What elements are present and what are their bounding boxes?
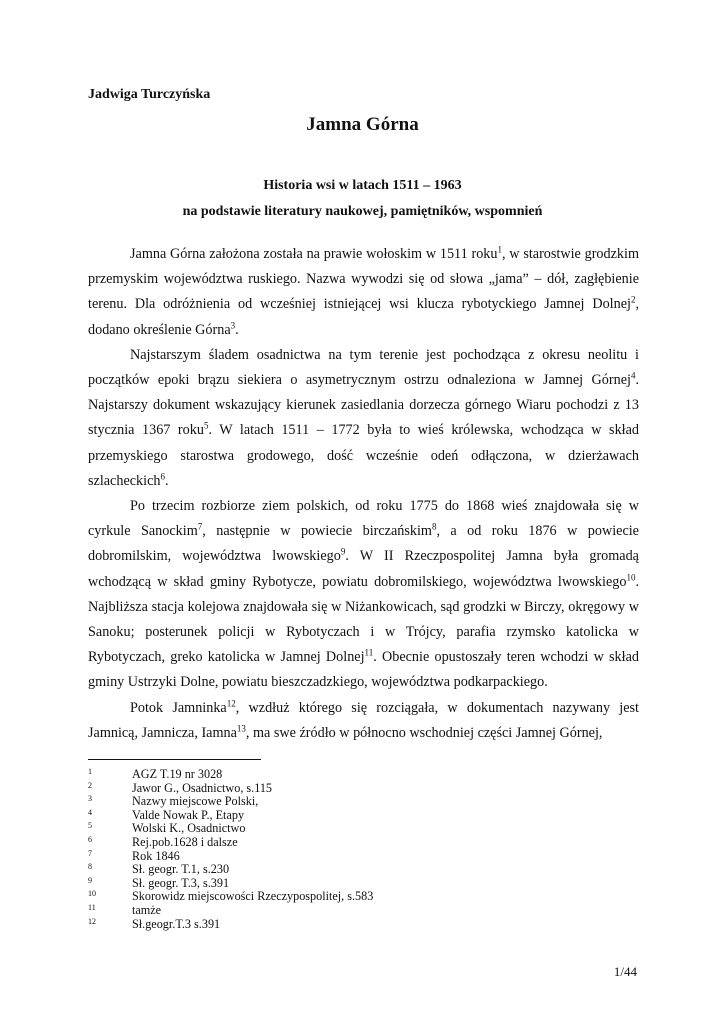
footnote-text: Rok 1846 bbox=[132, 848, 180, 863]
footnote-text: Skorowidz miejscowości Rzeczypospolitej, s.583 bbox=[132, 889, 374, 904]
footnote-number: 9 bbox=[88, 875, 92, 885]
footnote-number: 8 bbox=[88, 862, 92, 872]
footnote-ref-3[interactable]: 3 bbox=[230, 319, 236, 330]
subtitle-line-1: Historia wsi w latach 1511 – 1963 bbox=[263, 178, 462, 193]
footnote-text: Sł. geogr. T.1, s.230 bbox=[132, 862, 230, 877]
document-title: Jamna Górna bbox=[306, 114, 419, 135]
footnote-number: 1 bbox=[88, 767, 92, 776]
page-number: 1/44 bbox=[613, 964, 637, 979]
paragraph-3 bbox=[88, 494, 639, 696]
footnote-9 bbox=[88, 877, 373, 891]
author-name: Jadwiga Turczyńska bbox=[88, 87, 211, 102]
body-text bbox=[88, 242, 639, 746]
footnote-number: 12 bbox=[88, 916, 96, 926]
footnote-4 bbox=[88, 809, 373, 823]
footnote-text: Nazwy miejscowe Polski, bbox=[132, 794, 259, 809]
footnote-ref-1[interactable]: 1 bbox=[497, 244, 502, 255]
footnote-ref-10[interactable]: 10 bbox=[626, 571, 636, 582]
footnote-number: 6 bbox=[88, 834, 92, 844]
footnote-ref-11[interactable]: 11 bbox=[364, 647, 374, 658]
footnote-ref-8[interactable]: 8 bbox=[431, 521, 437, 532]
footnote-text: Sł. geogr. T.3, s.391 bbox=[132, 875, 230, 890]
footnote-text: Valde Nowak P., Etapy bbox=[132, 807, 245, 822]
footnote-separator bbox=[88, 759, 261, 760]
footnote-ref-4[interactable]: 4 bbox=[630, 370, 636, 381]
text-run: Jamna Górna założona została na prawie wołoskim w 1511 roku bbox=[130, 246, 498, 262]
footnote-number: 3 bbox=[88, 794, 92, 804]
footnote-ref-2[interactable]: 2 bbox=[630, 294, 636, 305]
subtitle-line-2: na podstawie literatury naukowej, pamiętników, wspomnień bbox=[182, 204, 543, 219]
footnote-text: Wolski K., Osadnictwo bbox=[132, 821, 246, 836]
paragraph-2 bbox=[88, 343, 639, 494]
footnote-number: 10 bbox=[88, 889, 96, 899]
footnote-11 bbox=[88, 904, 373, 918]
text-run: . W latach 1511 – 1772 była to wieś królewska, wchodząca w skład przemyskiego starostwa grodowego, dość wcześnie odeń odłączona, w dzierżawach szlacheckich bbox=[88, 422, 639, 489]
text-run: . bbox=[235, 321, 239, 338]
text-run: Po trzecim rozbiorze ziem polskich, od roku 1775 do 1868 wieś znajdowała się w cyrkule Sanockim bbox=[88, 498, 639, 540]
text-run: . W II Rzeczpospolitej Jamna była gromadą wchodzącą w skład gminy Rybotycze, powiatu dobromilskiego, województwa lwowskiego bbox=[88, 548, 639, 590]
paragraph-1 bbox=[88, 242, 639, 343]
text-run: , a od roku 1876 w powiecie dobromilskim, województwa lwowskiego bbox=[88, 523, 639, 565]
footnote-ref-12[interactable]: 12 bbox=[226, 697, 236, 708]
footnote-number: 11 bbox=[88, 902, 96, 912]
footnote-text: Jawor G., Osadnictwo, s.115 bbox=[132, 780, 273, 795]
text-run: , dodano określenie Górna bbox=[88, 296, 639, 338]
footnote-2 bbox=[88, 782, 373, 796]
text-run: , ma swe źródło w północno wschodniej części Jamnej Górnej, bbox=[245, 724, 603, 741]
text-run: , wzdłuż którego się rozciągała, w dokumentach nazywany jest Jamnicą, Jamnicza, Iamna bbox=[88, 699, 639, 741]
footnote-10 bbox=[88, 890, 373, 904]
text-run: . bbox=[164, 472, 169, 489]
footnote-text: Rej.pob.1628 i dalsze bbox=[132, 834, 238, 849]
paragraph-4 bbox=[88, 696, 639, 746]
footnote-1 bbox=[88, 768, 373, 782]
footnote-ref-13[interactable]: 13 bbox=[236, 723, 246, 734]
footnotes bbox=[88, 768, 373, 931]
footnote-ref-5[interactable]: 5 bbox=[203, 420, 209, 431]
footnote-text: Sł.geogr.T.3 s.391 bbox=[132, 916, 221, 931]
text-run: . Obecnie opustoszały teren wchodzi w skład gminy Ustrzyki Dolne, powiatu bieszczadzkiego, województwa podkarpackiego. bbox=[88, 649, 639, 691]
footnote-7 bbox=[88, 850, 373, 864]
text-run: Najstarszym śladem osadnictwa na tym terenie jest pochodząca z okresu neolitu i początków epoki brązu siekiera o asymetrycznym ostrzu odnaleziona w Jamnej Górnej bbox=[88, 346, 639, 389]
footnote-number: 4 bbox=[88, 807, 92, 817]
footnote-text: tamże bbox=[132, 902, 162, 917]
text-run: , następnie w powiecie birczańskim bbox=[202, 523, 432, 540]
footnote-ref-6[interactable]: 6 bbox=[160, 471, 165, 482]
footnote-5 bbox=[88, 822, 373, 836]
footnote-number: 2 bbox=[88, 780, 92, 790]
footnote-3 bbox=[88, 795, 373, 809]
footnote-8 bbox=[88, 863, 373, 877]
text-run: . Najbliższa stacja kolejowa znajdowała się w Niżankowicach, sąd grodzki w Birczy, okręgowy w Sanoku; posterunek policji w Rybotyczach i w Trójcy, parafia rzymsko katolicka w Rybotyczach, greko katolicka w Jamnej Dolnej bbox=[88, 573, 639, 666]
footnote-ref-9[interactable]: 9 bbox=[340, 546, 346, 557]
text-run: Potok Jamninka bbox=[130, 699, 227, 716]
footnote-number: 7 bbox=[88, 848, 92, 858]
footnote-number: 5 bbox=[88, 821, 92, 831]
footnote-12 bbox=[88, 918, 373, 932]
footnote-text: AGZ T.19 nr 3028 bbox=[132, 767, 223, 781]
footnote-ref-7[interactable]: 7 bbox=[197, 521, 203, 532]
footnote-6 bbox=[88, 836, 373, 850]
text-run: . Najstarszy dokument wskazujący kierunek zasiedlania dorzecza górnego Wiaru pochodzi z 13 stycznia 1367 roku bbox=[88, 372, 639, 439]
text-run: , w starostwie grodzkim przemyskim województwa ruskiego. Nazwa wywodzi się od słowa „jama” – dół, zagłębienie terenu. Dla odróżnienia od wcześniej istniejącej wsi klucza rybotyckiego Jamnej Dolnej bbox=[88, 246, 639, 313]
